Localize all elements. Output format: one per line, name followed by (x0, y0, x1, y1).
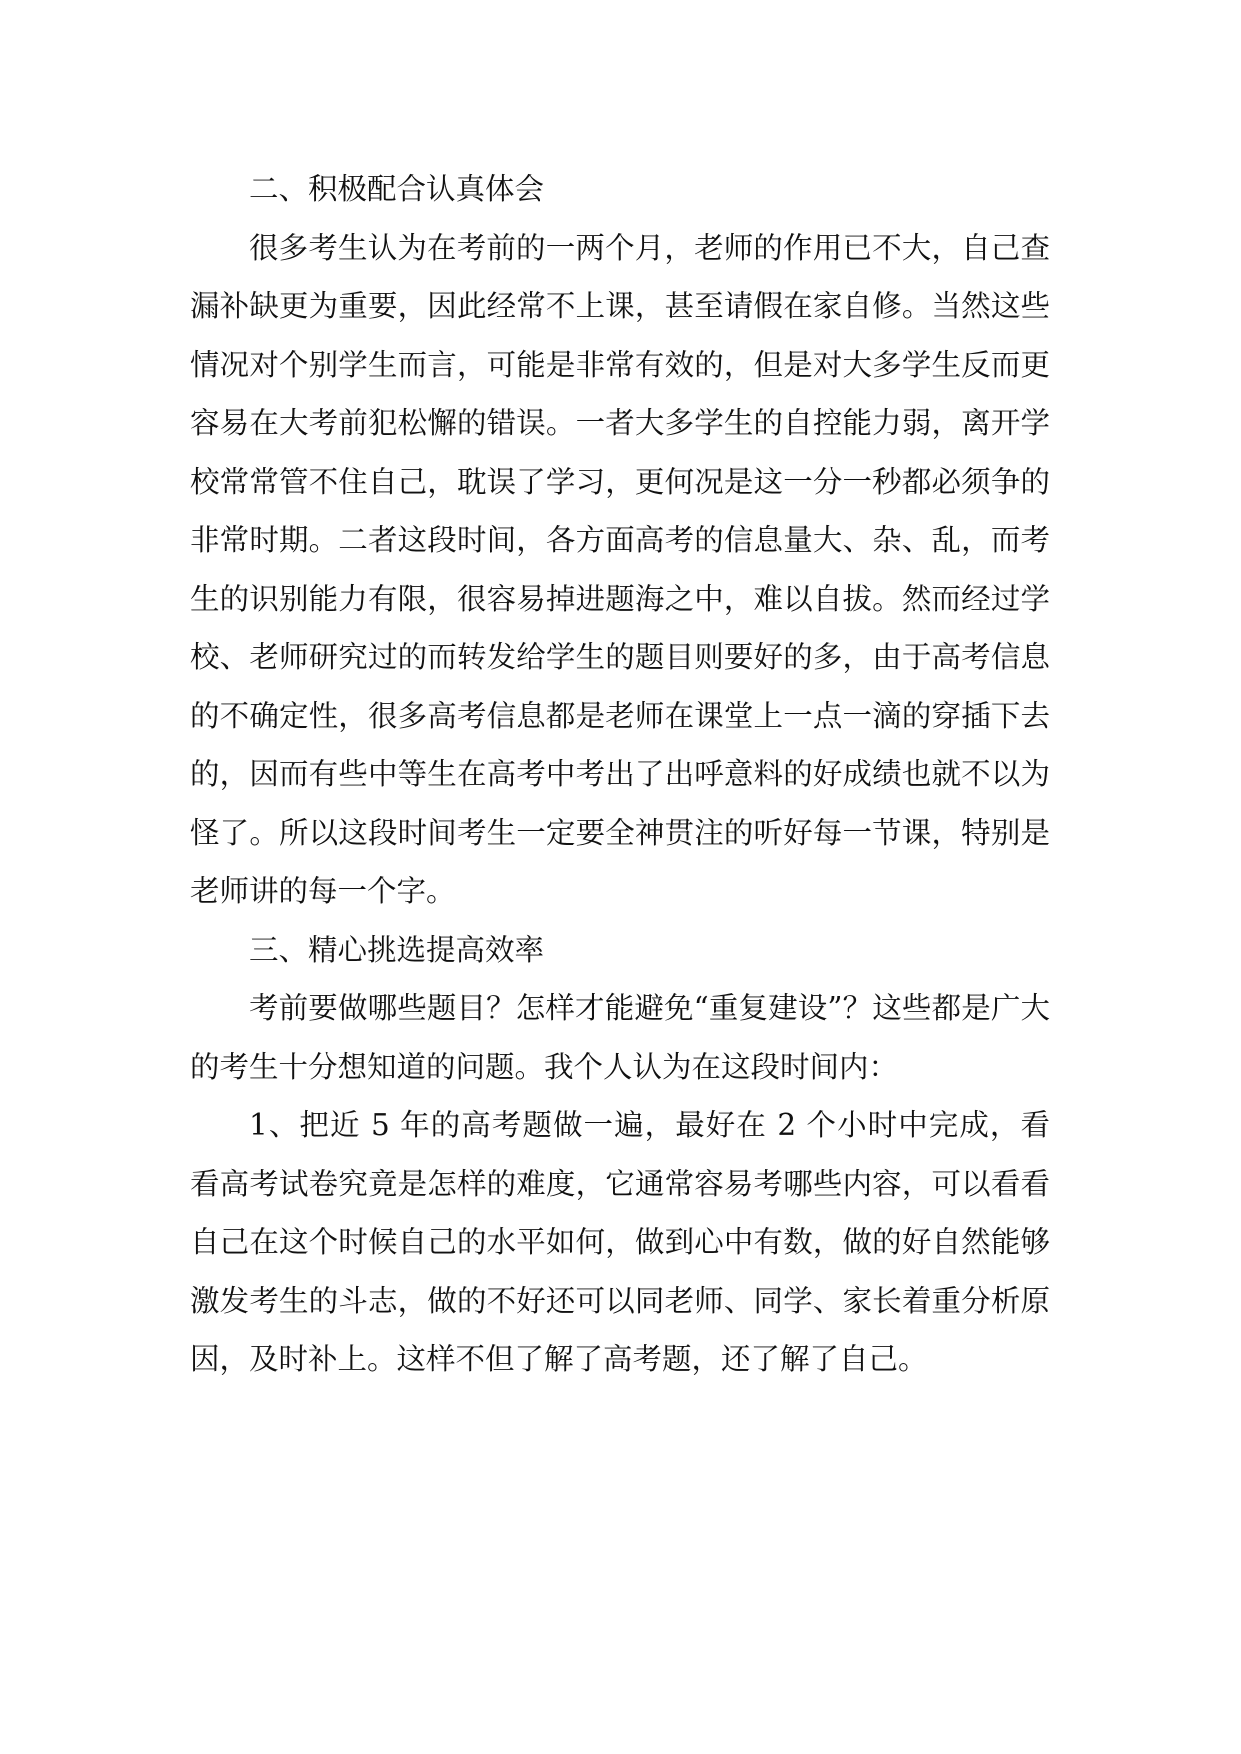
document-body (190, 160, 1050, 1389)
list-item-1: 1、把近 5 年的高考题做一遍，最好在 2 个小时中完成，看看高考试卷究竟是怎样的难度，它通常容易考哪些内容，可以看看自己在这个时候自己的水平如何，做到心中有数，做的好自然能够激发考生的斗志，做的不好还可以同老师、同学、家长着重分析原因，及时补上。这样不但了解了高考题，还了解了自己。 (190, 1108, 1050, 1376)
section-heading-3: 三、精心挑选提高效率 (249, 932, 545, 967)
section-heading-2: 二、积极配合认真体会 (249, 172, 545, 206)
body-paragraph: 考前要做哪些题目？怎样才能避免“重复建设”？这些都是广大的考生十分想知道的问题。我个人认为在这段时间内： (190, 991, 1050, 1084)
body-paragraph: 很多考生认为在考前的一两个月，老师的作用已不大，自己查漏补缺更为重要，因此经常不上课，甚至请假在家自修。当然这些情况对个别学生而言，可能是非常有效的，但是对大多学生反而更容易在大考前犯松懈的错误。一者大多学生的自控能力弱，离开学校常常管不住自己，耽误了学习，更何况是这一分一秒都必须争的非常时期。二者这段时间，各方面高考的信息量大、杂、乱，而考生的识别能力有限，很容易掉进题海之中，难以自拔。然而经过学校、老师研究过的而转发给学生的题目则要好的多，由于高考信息的不确定性，很多高考信息都是老师在课堂上一点一滴的穿插下去的，因而有些中等生在高考中考出了出呼意料的好成绩也就不以为怪了。所以这段时间考生一定要全神贯注的听好每一节课，特别是老师讲的每一个字。 (190, 230, 1050, 908)
